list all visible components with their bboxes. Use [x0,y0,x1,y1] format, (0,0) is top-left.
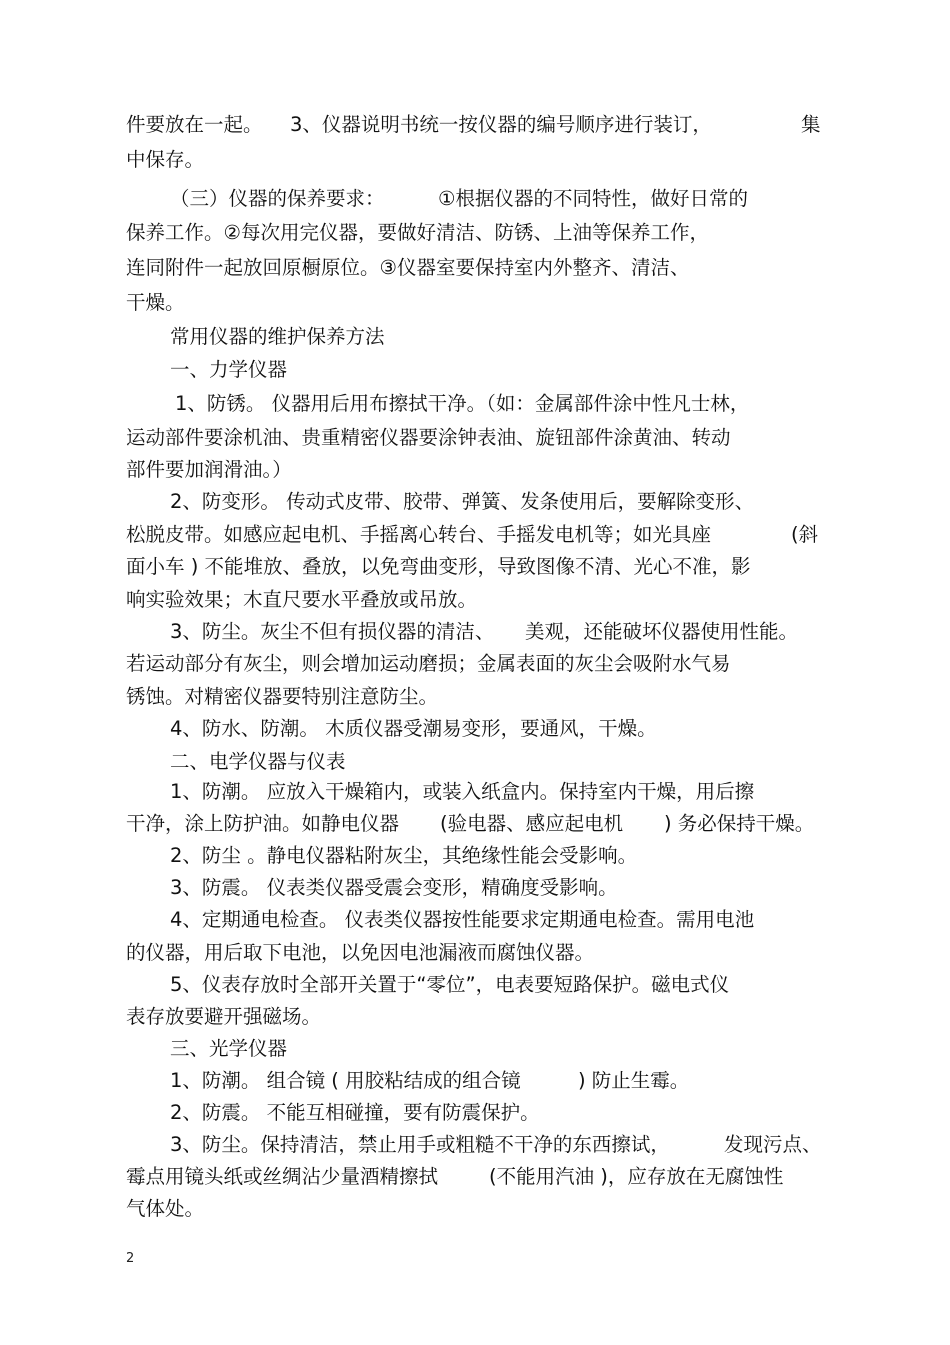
text-line [0,551,950,583]
text-line [0,937,950,969]
text-line [0,616,950,648]
text-segment: (斜 [791,523,819,546]
text-segment: 集 [801,113,821,136]
text-line [0,746,950,778]
text-line [0,144,950,176]
text-line [0,287,950,319]
text-line [0,1001,950,1033]
text-segment: 1、防锈。 仪器用后用布擦拭干净。（如：金属部件涂中性凡士林， [175,392,750,415]
text-line [0,252,950,284]
text-segment: 一、力学仪器 [170,358,288,381]
text-line [0,519,950,551]
text-line [0,648,950,680]
text-segment: 松脱皮带。如感应起电机、手摇离心转台、手摇发电机等；如光具座 [126,523,712,546]
text-line [0,776,950,808]
text-line [0,713,950,745]
text-segment: ) 防止生霉。 [578,1069,690,1092]
text-segment: 锈蚀。对精密仪器要特别注意防尘。 [126,685,439,708]
text-line [0,840,950,872]
text-segment: 美观，还能破坏仪器使用性能。 [525,620,799,643]
text-segment: 3、仪器说明书统一按仪器的编号顺序进行装订， [290,113,712,136]
text-line [0,1097,950,1129]
text-segment: ) 务必保持干燥。 [664,812,815,835]
text-segment: (验电器、感应起电机 [440,812,624,835]
text-segment: 3、防震。 仪表类仪器受震会变形，精确度受影响。 [170,876,618,899]
text-segment: ①根据仪器的不同特性，做好日常的 [438,187,748,210]
text-segment: 3、防尘。保持清洁，禁止用手或粗糙不干净的东西擦试， [170,1133,670,1156]
text-line [0,1193,950,1225]
text-segment: （三）仪器的保养要求： [170,187,385,210]
text-segment: 响实验效果；木直尺要水平叠放或吊放。 [126,588,478,611]
text-line [0,217,950,249]
text-line [0,109,950,141]
text-segment: 4、防水、防潮。 木质仪器受潮易变形，要通风，干燥。 [170,717,657,740]
text-segment: 干燥。 [126,291,185,314]
text-segment: 连同附件一起放回原橱原位。③仪器室要保持室内外整齐、清洁、 [126,256,690,279]
text-segment: 三、光学仪器 [170,1037,288,1060]
text-line [0,321,950,353]
text-segment: 1、防潮。 组合镜 ( 用胶粘结成的组合镜 [170,1069,521,1092]
text-segment: 中保存。 [126,148,205,171]
text-segment: 若运动部分有灰尘，则会增加运动磨损；金属表面的灰尘会吸附水气易 [126,652,731,675]
text-segment: 运动部件要涂机油、贵重精密仪器要涂钟表油、旋钮部件涂黄油、转动 [126,426,731,449]
text-line [0,486,950,518]
text-line [0,422,950,454]
text-line [0,183,950,215]
text-segment: 3、防尘。灰尘不但有损仪器的清洁、 [170,620,495,643]
text-segment: 气体处。 [126,1197,205,1220]
text-segment: 2、防变形。 传动式皮带、胶带、弹簧、发条使用后，要解除变形、 [170,490,755,513]
text-line [0,872,950,904]
text-segment: 2、防尘 。静电仪器粘附灰尘，其绝缘性能会受影响。 [170,844,638,867]
text-line [0,1161,950,1193]
text-line [0,454,950,486]
text-segment: 件要放在一起。 [126,113,263,136]
text-line [0,1033,950,1065]
text-segment: 2、防震。 不能互相碰撞，要有防震保护。 [170,1101,540,1124]
text-line [0,1065,950,1097]
text-segment: (不能用汽油 )，应存放在无腐蚀性 [489,1165,784,1188]
text-segment: 面小车 ) 不能堆放、叠放，以免弯曲变形，导致图像不清、光心不准，影 [126,555,751,578]
text-line [0,808,950,840]
text-line [0,969,950,1001]
text-segment: 1、防潮。 应放入干燥箱内，或装入纸盒内。保持室内干燥，用后擦 [170,780,755,803]
text-line [0,354,950,386]
text-segment: 5、仪表存放时全部开关置于“零位”，电表要短路保护。磁电式仪 [170,973,730,996]
text-segment: 二、电学仪器与仪表 [170,750,346,773]
text-line [0,388,950,420]
text-segment: 保养工作。②每次用完仪器，要做好清洁、防锈、上油等保养工作， [126,221,709,244]
text-line [0,681,950,713]
text-segment: 霉点用镜头纸或丝绸沾少量酒精擦拭 [126,1165,439,1188]
text-segment: 表存放要避开强磁场。 [126,1005,322,1028]
text-segment: 常用仪器的维护保养方法 [170,325,385,348]
text-line [0,1129,950,1161]
text-segment: 的仪器，用后取下电池，以免因电池漏液而腐蚀仪器。 [126,941,595,964]
text-line [0,904,950,936]
page-number: 2 [126,1251,135,1266]
text-segment: 干净，涂上防护油。如静电仪器 [126,812,400,835]
text-segment: 部件要加润滑油。） [126,458,292,481]
text-segment: 4、定期通电检查。 仪表类仪器按性能要求定期通电检查。需用电池 [170,908,755,931]
text-segment: 发现污点、 [724,1133,822,1156]
text-line [0,584,950,616]
